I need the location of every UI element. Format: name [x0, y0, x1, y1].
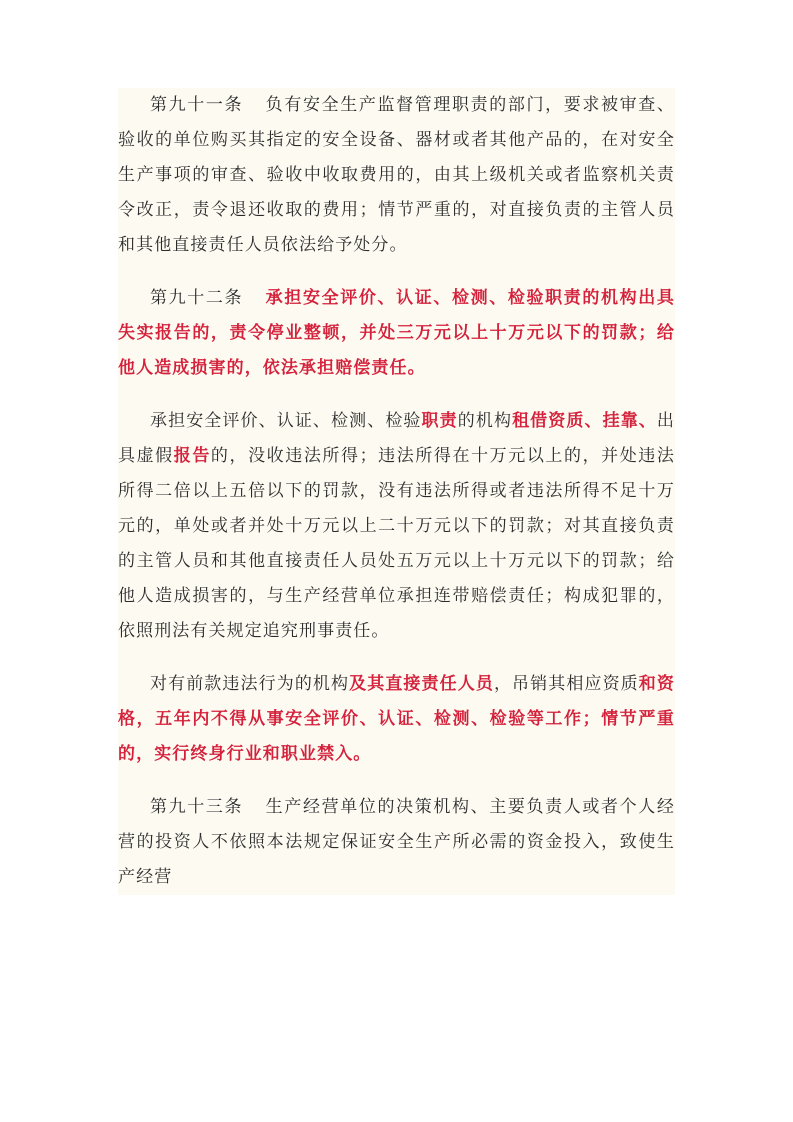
highlighted-text: 及其直接责任人员 — [349, 674, 494, 694]
body-text: 生产经营单位的决策机构、主要负责人或者个人经营的投资人不依照本法规定保证安全生产所必需的资金投入，致使生产经营 — [118, 797, 676, 887]
document-page — [118, 88, 675, 895]
body-text: ，吊销其相应资质 — [493, 674, 639, 694]
body-text: 的，没收违法所得；违法所得在十万元以上的，并处违法所得二倍以上五倍以下的罚款，没有违法所得或者违法所得不足十万元的，单处或者并处十万元以上二十万元以下的罚款；对其直接负责的主管人员和其他直接责任人员处五万元以上十万元以下的罚款；给他人造成损害的，与生产经营单位承担连带赔偿责任；构成犯罪的，依照刑法有关规定追究刑事责任。 — [118, 446, 675, 641]
article-number: 第九十一条 — [150, 95, 244, 115]
paragraph-art92 — [118, 281, 675, 386]
body-text: 对有前款违法行为的机构 — [150, 674, 350, 694]
article-number: 第九十三条 — [150, 797, 244, 817]
body-text: 承担安全评价、认证、检测、检验 — [150, 411, 422, 431]
paragraph-art91 — [118, 88, 675, 263]
highlighted-text: 租借资质、挂靠、 — [512, 411, 657, 431]
body-text: 负有安全生产监督管理职责的部门，要求被审查、验收的单位购买其指定的安全设备、器材或者其他产品的，在对安全生产事项的审查、验收中收取费用的，由其上级机关或者监察机关责令改正，责令退还收取的费用；情节严重的，对直接负责的主管人员和其他直接责任人员依法给予处分。 — [118, 95, 676, 255]
article-number: 第九十二条 — [150, 288, 244, 308]
paragraph-art93 — [118, 790, 675, 895]
paragraph-art92-p3 — [118, 667, 675, 772]
highlighted-text: 和资格，五年内不得从事安全评价、认证、检测、检验等工作；情节严重的，实行终身行业和职业禁入。 — [118, 674, 675, 764]
paragraph-art92-p2 — [118, 404, 675, 649]
highlighted-text: 报告 — [173, 446, 211, 466]
highlighted-text: 承担安全评价、认证、检测、检验职责的机构出具失实报告的，责令停业整顿，并处三万元以上十万元以下的罚款；给他人造成损害的，依法承担赔偿责任。 — [118, 288, 676, 378]
body-text: 的机构 — [457, 411, 513, 431]
body-text: 出具虚假 — [118, 411, 676, 466]
highlighted-text: 职责 — [421, 411, 458, 431]
